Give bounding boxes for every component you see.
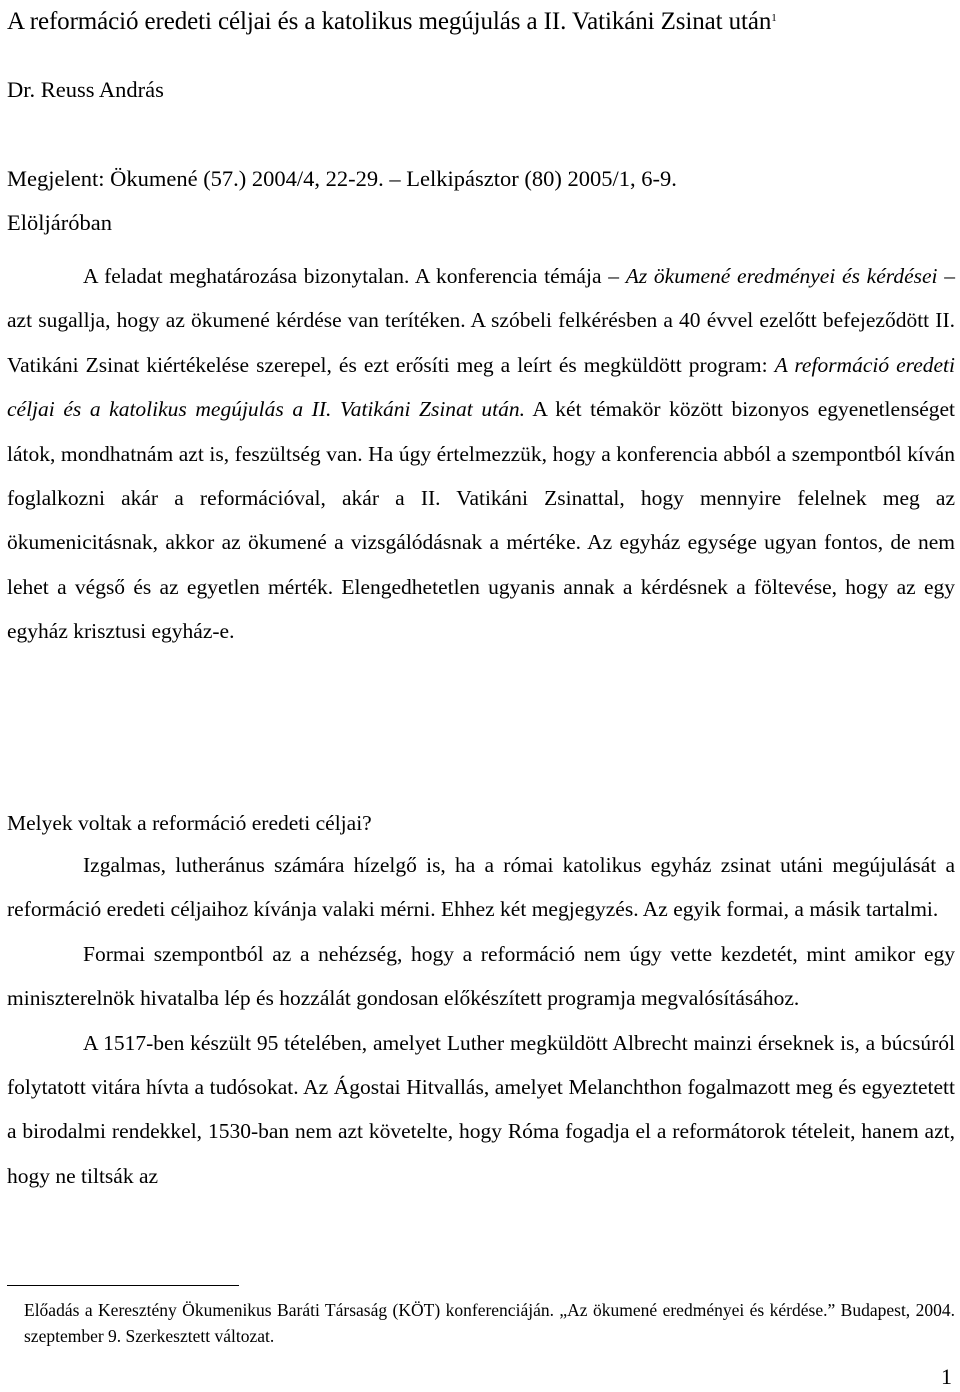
paragraph-1517: A 1517-ben készült 95 tételében, amelyet Luther megküldött Albrecht mainzi érseknek is, a búcsúról folytatott vitára hívta a tudósokat. Az Ágostai Hitvallás, amelyet Melanchthon fogalmazott meg és egyeztetett a birodalmi rendekkel, 1530-ban nem azt követelte, hogy Róma fogadja el a reformátorok tételeit, hanem azt, hogy ne tiltsák az [7, 1030, 955, 1188]
document-title [7, 1, 777, 39]
intro-italic-theme: Az ökumené eredményei és kérdései [625, 264, 938, 288]
publication-info: Megjelent: Ökumené (57.) 2004/4, 22-29. – Lelkipásztor (80) 2005/1, 6-9. [7, 166, 677, 191]
paragraph-izgalmas: Izgalmas, lutheránus számára hízelgő is, ha a római katolikus egyház zsinat utáni megújulását a reformáció eredeti céljaihoz kívánja valaki mérni. Ehhez két megjegyzés. Az egyik formai, a másik tartalmi. [7, 853, 955, 922]
footnote-marker [7, 1293, 24, 1319]
paragraph-intro [7, 254, 955, 654]
intro-part-3: A két témakör között bizonyos egyenetlenséget látok, mondhatnám azt is, feszültség van. Ha úgy értelmezzük, hogy a konferencia abból a szempontból kíván foglalkozni akár a reformációval, akár a II. Vatikáni Zsinattal, hogy mennyire felelnek meg az ökumenicitásnak, akkor az ökumené a vizsgálódásnak a mértéke. Az egyház egysége ugyan fontos, de nem lehet a végső és az egyetlen mérték. Elengedhetetlen ugyanis annak a kérdésnek a föltevése, hogy az egy egyház krisztusi egyház-e. [7, 397, 956, 644]
footnote [7, 1293, 955, 1349]
title-text: A reformáció eredeti céljai és a katolikus megújulás a II. Vatikáni Zsinat után [7, 8, 772, 35]
page-number: 1 [941, 1364, 952, 1389]
question-heading: Melyek voltak a reformáció eredeti céljai? [7, 811, 372, 835]
paragraph-formai: Formai szempontból az a nehézség, hogy a reformáció nem úgy vette kezdetét, mint amikor egy miniszterelnök hivatalba lép és hozzálát gondosan előkészített programja megvalósításához. [7, 941, 955, 1011]
footnote-separator [7, 1285, 239, 1286]
footnote-body [24, 1293, 955, 1349]
title-footnote-marker: 1 [771, 12, 777, 24]
paragraph-intro-text [7, 254, 955, 654]
paragraph-block-2 [7, 843, 955, 1198]
intro-part-2: – azt sugallja, hogy az ökumené kérdése van terítéken. A szóbeli felkérésben a 40 évvel ezelőtt befejeződött II. Vatikáni Zsinat kiértékelése szerepel, és ezt erősíti meg a leírt és megküldött program: [7, 264, 955, 377]
footnote-text: Előadás a Keresztény Ökumenikus Baráti Társaság (KÖT) konferenciáján. „Az ökumené eredményei és kérdése.” Budapest, 2004. szeptember 9. Szerkesztett változat. [24, 1300, 955, 1346]
intro-italic-program: A reformáció eredeti céljai és a katolikus megújulás a II. Vatikáni Zsinat után. [7, 352, 956, 422]
author-line: Dr. Reuss András [7, 77, 164, 102]
intro-part-1: A feladat meghatározása bizonytalan. A konferencia témája – [83, 264, 626, 288]
section-heading: Elöljáróban [7, 210, 112, 235]
